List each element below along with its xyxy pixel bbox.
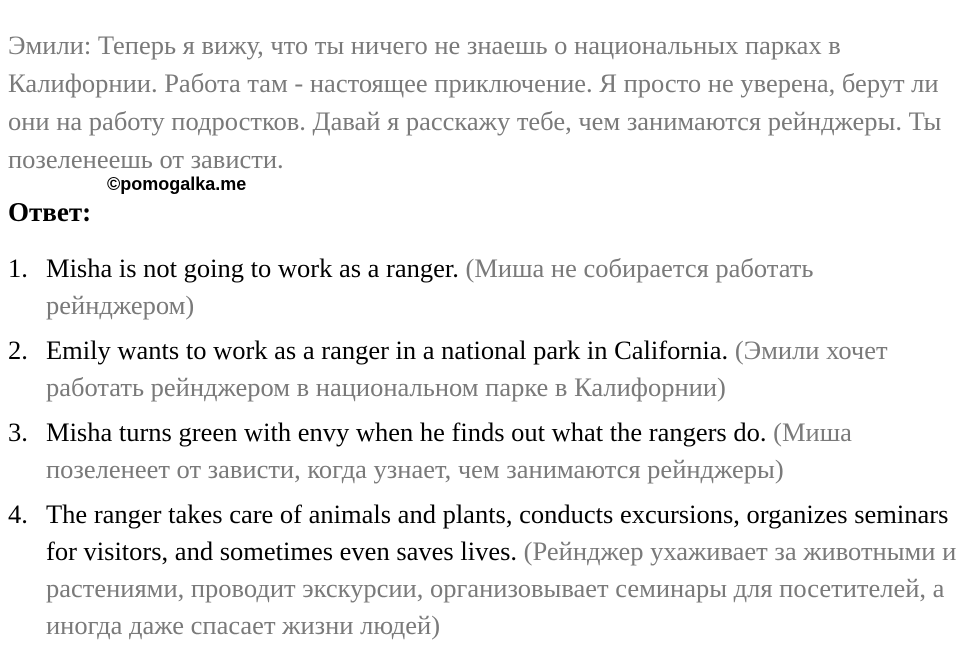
- intro-paragraph: Эмили: Теперь я вижу, что ты ничего не знаешь о национальных парках в Калифорнии. Работа там - настоящее приключение. Я просто не уверена, берут ли они на работу подростков. Давай я расскажу тебе, чем занимаются рейнджеры. Ты позеленеешь от зависти.: [8, 30, 942, 174]
- answer-english-text: The ranger takes care of animals and plants, conducts excursions, organizes seminars for visitors, and sometimes even saves lives.: [46, 499, 949, 566]
- answer-list: [8, 250, 958, 652]
- answer-heading: Ответ:: [8, 197, 92, 227]
- answer-item-4: [8, 496, 958, 644]
- answer-russian-translation: (Миша позеленеет от зависти, когда узнает, чем занимаются рейнджеры): [46, 417, 852, 484]
- answer-item-2: [8, 332, 958, 406]
- answer-item-1: [8, 250, 958, 324]
- answer-number: 1.: [8, 253, 28, 283]
- answer-english-text: Misha is not going to work as a ranger.: [46, 253, 466, 283]
- answer-number: 3.: [8, 417, 28, 447]
- answer-item-3: [8, 414, 958, 488]
- answer-number: 4.: [8, 499, 28, 529]
- answer-number: 2.: [8, 335, 28, 365]
- answer-russian-translation: (Эмили хочет работать рейнджером в национальном парке в Калифорнии): [46, 335, 888, 402]
- answer-english-text: Emily wants to work as a ranger in a national park in California.: [46, 335, 735, 365]
- watermark-text: ©pomogalka.me: [107, 174, 247, 194]
- answer-english-text: Misha turns green with envy when he finds out what the rangers do.: [46, 417, 774, 447]
- answer-russian-translation: (Миша не собирается работать рейнджером): [46, 253, 814, 320]
- answer-russian-translation: (Рейнджер ухаживает за животными и растениями, проводит экскурсии, организовывает семинары для посетителей, а иногда даже спасает жизни людей): [46, 536, 957, 640]
